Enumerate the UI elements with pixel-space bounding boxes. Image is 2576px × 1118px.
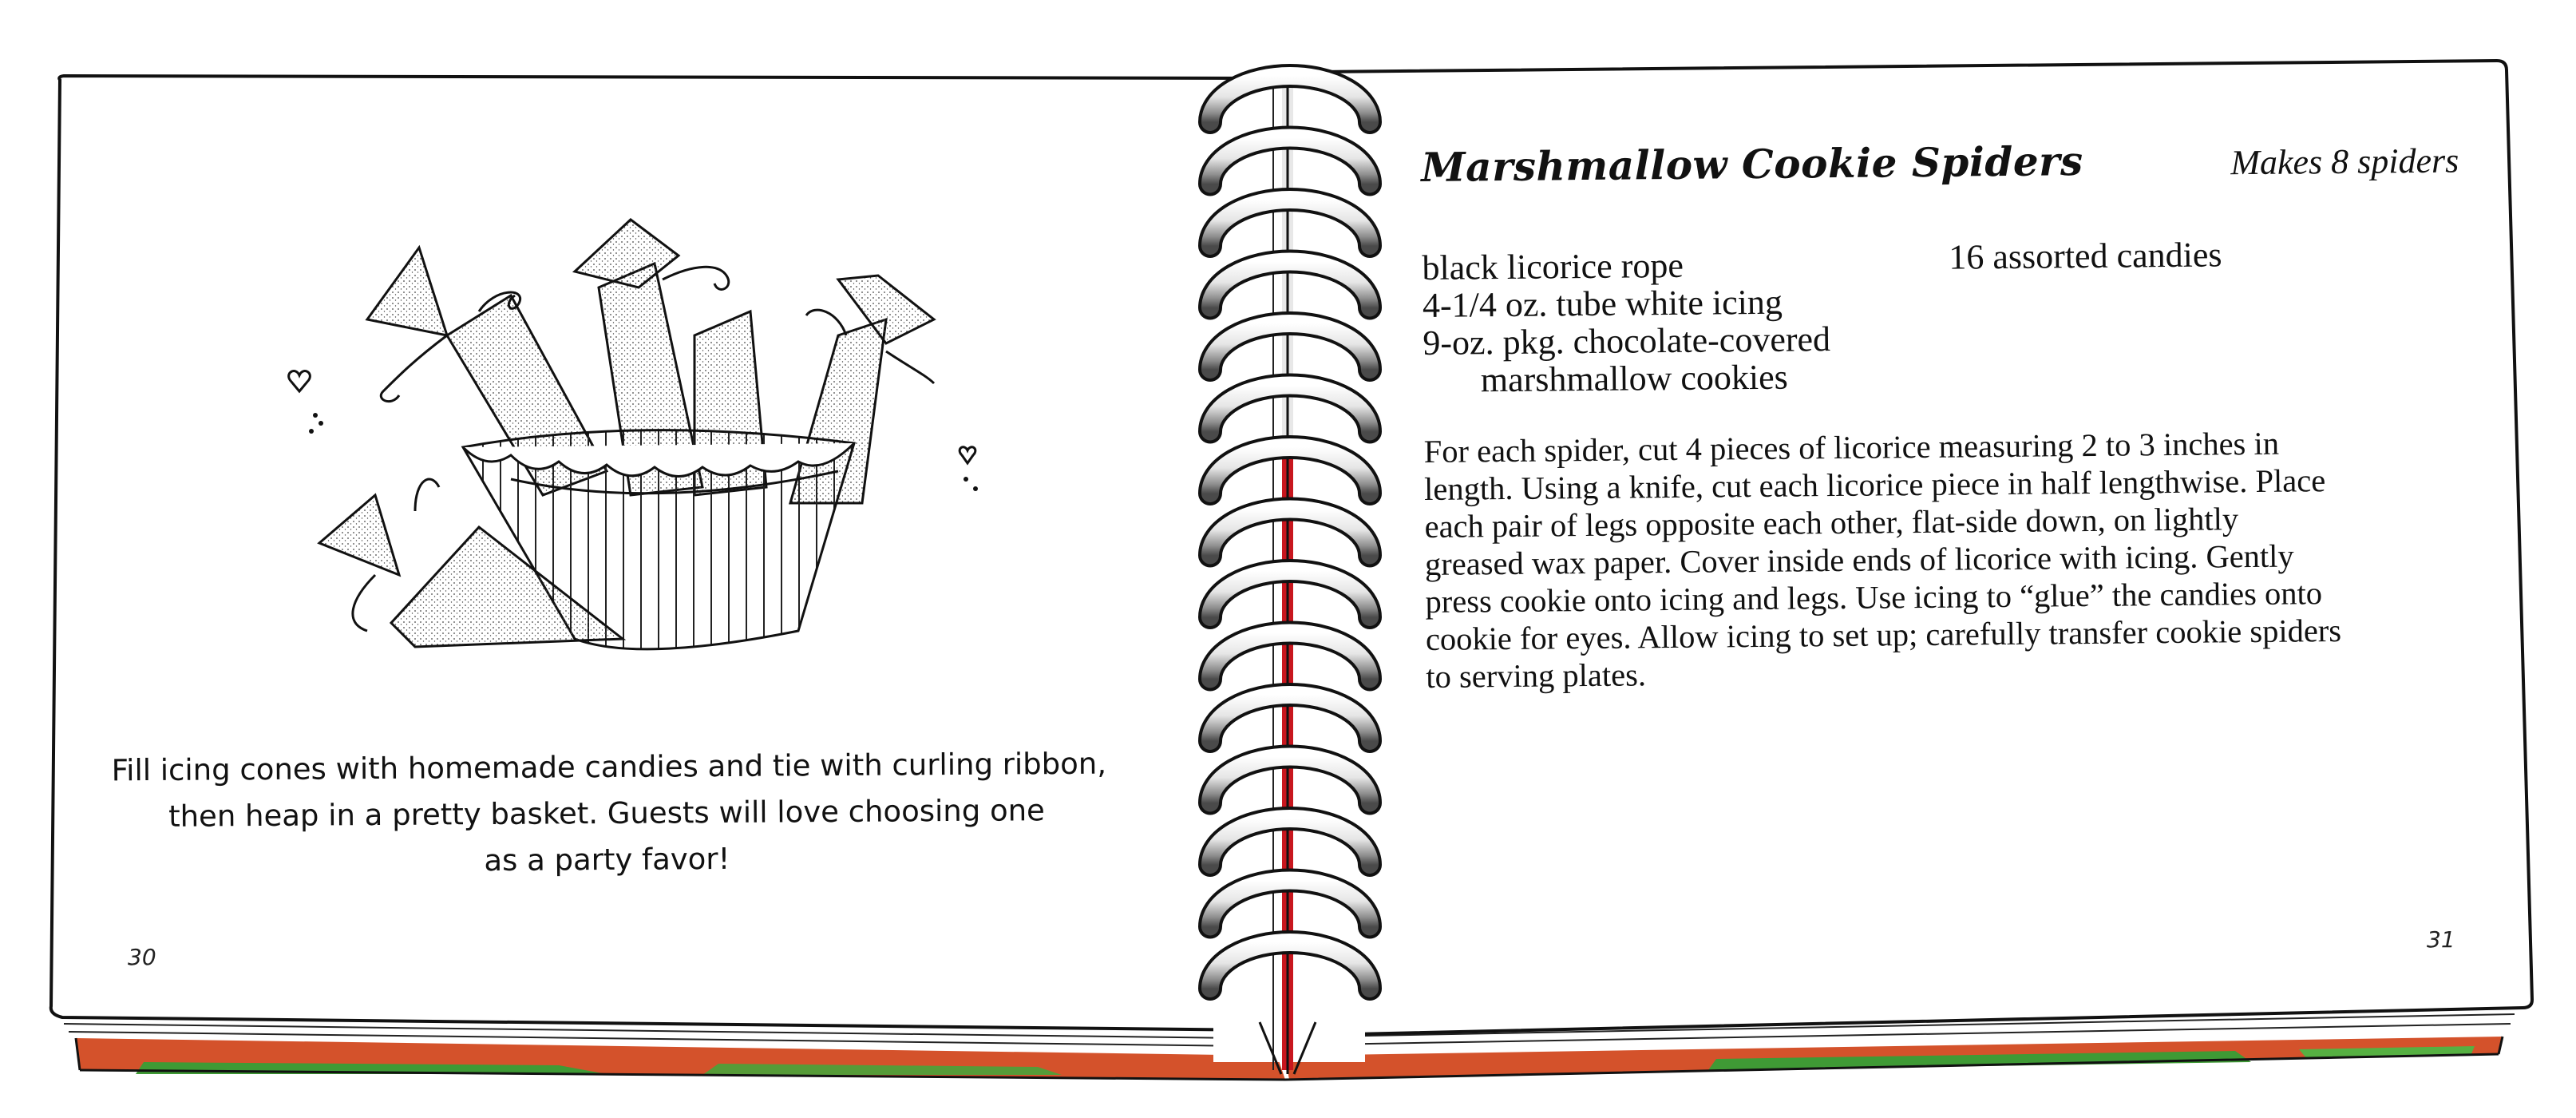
illustration-caption	[111, 741, 1107, 887]
directions-line: to serving plates.	[1426, 656, 1647, 695]
directions-line: length. Using a knife, cut each licorice piece in half lengthwise. Place	[1423, 462, 2326, 507]
ingredient-list-2	[1949, 236, 2222, 276]
page-number-left: 30	[128, 944, 156, 970]
ingredient-item: 4-1/4 oz. tube white icing	[1422, 282, 1783, 325]
ingredient-item: 16 assorted candies	[1949, 235, 2222, 277]
directions-line: greased wax paper. Cover inside ends of licorice with icing. Gently	[1424, 537, 2294, 582]
directions-line: each pair of legs opposite each other, flat-side down, on lightly	[1424, 501, 2239, 545]
ingredient-item: marshmallow cookies	[1480, 357, 1788, 400]
ingredient-item: 9-oz. pkg. chocolate-covered	[1423, 319, 1831, 363]
recipe-directions	[1423, 422, 2471, 696]
caption-line: then heap in a pretty basket. Guests will love choosing one	[168, 793, 1045, 834]
caption-line: as a party favor!	[484, 841, 730, 878]
ingredient-item: black licorice rope	[1422, 245, 1684, 287]
recipe-yield: Makes 8 spiders	[2230, 141, 2459, 183]
directions-line: cookie for eyes. Allow icing to set up; carefully transfer cookie spiders	[1425, 612, 2342, 657]
page-number-right: 31	[2427, 926, 2455, 953]
directions-line: For each spider, cut 4 pieces of licorice measuring 2 to 3 inches in	[1423, 425, 2280, 470]
directions-line: press cookie onto icing and legs. Use icing to “glue” the candies onto	[1425, 575, 2323, 620]
recipe-title: Marshmallow Cookie Spiders	[1421, 137, 2083, 191]
ingredient-list	[1422, 244, 1982, 399]
caption-line: Fill icing cones with homemade candies and tie with curling ribbon,	[111, 746, 1107, 788]
